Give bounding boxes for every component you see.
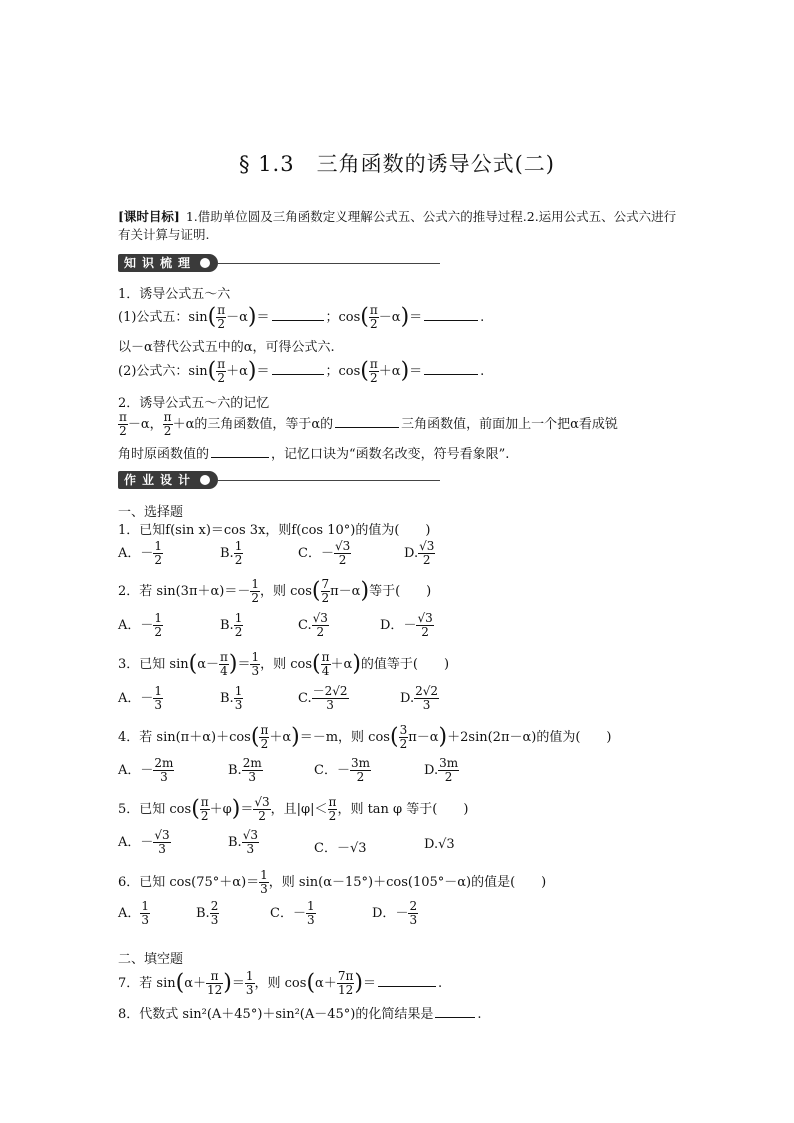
question-3: 3．已知 sin(α－ $\frac{\pi}{4}$ )＝ $\frac{1}{3}$ ，则 cos( $\frac{\pi}{4}$ ＋α)的值等于( ) xyxy=(118,650,450,678)
option-a[interactable]: A．－ $\frac{√3}{3}$ xyxy=(118,828,170,856)
option-a[interactable]: A．－ $\frac{1}{2}$ xyxy=(118,611,163,639)
option-c[interactable]: C. $\frac{-2√2}{3}$ xyxy=(298,684,348,712)
objective-label: [课时目标] xyxy=(118,209,180,224)
option-b[interactable]: B. $\frac{2m}{3}$ xyxy=(228,756,262,784)
option-b[interactable]: B. $\frac{1}{3}$ xyxy=(220,684,243,712)
objective-text: 1.借助单位圆及三角函数定义理解公式五、公式六的推导过程.2.运用公式五、公式六进行有关计算与证明. xyxy=(118,209,677,242)
memo-line-1: $\frac{\pi}{2}$ －α， $\frac{\pi}{2}$ ＋α的三角函数值，等于α的 三角函数值，前面加上一个把α看成锐 xyxy=(119,410,618,438)
question-1: 1．已知f(sin x)＝cos 3x，则f(cos 10°)的值为( ) xyxy=(118,523,431,538)
section-header-homework xyxy=(118,471,440,489)
option-c[interactable]: C．－ $\frac{1}{3}$ xyxy=(270,899,315,927)
option-a[interactable]: A．－ $\frac{1}{2}$ xyxy=(118,539,163,567)
page-title: § 1.3 三角函数的诱导公式(二) xyxy=(239,152,555,176)
option-b[interactable]: B. $\frac{1}{2}$ xyxy=(220,539,243,567)
bullet-icon xyxy=(200,475,210,485)
question-1-options xyxy=(118,540,448,570)
question-2: 2．若 sin(3π＋α)＝－ $\frac{1}{2}$ ，则 cos( $\frac{7}{2}$ π－α)等于( ) xyxy=(118,577,432,605)
option-b[interactable]: B. $\frac{√3}{3}$ xyxy=(228,828,258,856)
option-b[interactable]: B. $\frac{1}{2}$ xyxy=(220,611,243,639)
option-c[interactable]: C．－ $\frac{3m}{2}$ xyxy=(314,756,370,784)
answer-blank[interactable] xyxy=(335,415,399,428)
option-d[interactable]: D.√3 xyxy=(424,837,455,852)
func-name: cos xyxy=(338,310,361,325)
kp-heading-1: 1．诱导公式五～六 xyxy=(118,287,231,302)
question-8: 8．代数式 sin²(A＋45°)＋sin²(A－45°)的化简结果是 . xyxy=(118,1007,482,1022)
question-5: 5．已知 cos( $\frac{\pi}{2}$ ＋φ)＝ $\frac{√3}{2}$ ，且|φ|＜ $\frac{\pi}{2}$ ，则 tan φ 等于( ) xyxy=(118,795,469,823)
question-7: 7．若 sin(α＋ $\frac{\pi}{12}$ )＝ $\frac{1}{3}$ ，则 cos(α＋ $\frac{7\pi}{12}$ )＝ . xyxy=(118,969,443,997)
part-fill: 二、填空题 xyxy=(118,952,184,967)
option-d[interactable]: D．－ $\frac{√3}{2}$ xyxy=(380,611,433,639)
formula-note: 以－α替代公式五中的α，可得公式六. xyxy=(118,340,335,355)
formula-five: (1)公式五：sin( $\frac{\pi}{2}$ －α)＝ ；cos( $\frac{\pi}{2}$ －α)＝ . xyxy=(118,303,485,331)
memo-line-2: 角时原函数值的 ，记忆口诀为“函数名改变，符号看象限”. xyxy=(118,447,510,462)
question-4: 4．若 sin(π＋α)＋cos( $\frac{\pi}{2}$ ＋α)＝－m，则 cos( $\frac{3}{2}$ π－α)＋2sin(2π－α)的值为( ) xyxy=(118,723,612,751)
question-4-options xyxy=(118,757,458,787)
formula-label: (1)公式五： xyxy=(118,310,189,325)
option-d[interactable]: D. $\frac{3m}{2}$ xyxy=(424,756,459,784)
option-a[interactable]: A． $\frac{1}{3}$ xyxy=(118,899,150,927)
section-header-knowledge xyxy=(118,254,440,272)
formula-six: (2)公式六：sin( $\frac{\pi}{2}$ ＋α)＝ ；cos( $\frac{\pi}{2}$ ＋α)＝ . xyxy=(118,357,485,385)
option-c[interactable]: C．－ $\frac{√3}{2}$ xyxy=(298,539,351,567)
section-label: 作业设计 xyxy=(118,471,218,489)
func-name: sin xyxy=(188,310,208,325)
option-c[interactable]: C. $\frac{√3}{2}$ xyxy=(298,611,328,639)
question-6: 6．已知 cos(75°＋α)＝ $\frac{1}{3}$ ，则 sin(α－15°)＋cos(105°－α)的值是( ) xyxy=(118,868,547,896)
lesson-objective xyxy=(118,208,678,244)
option-d[interactable]: D．－ $\frac{2}{3}$ xyxy=(372,899,418,927)
bullet-icon xyxy=(200,258,210,268)
kp-heading-2: 2．诱导公式五～六的记忆 xyxy=(118,396,270,411)
option-a[interactable]: A．－ $\frac{2m}{3}$ xyxy=(118,756,174,784)
option-c[interactable]: C．－√3 xyxy=(314,841,367,856)
question-3-options xyxy=(118,685,448,715)
option-a[interactable]: A．－ $\frac{1}{3}$ xyxy=(118,684,163,712)
question-6-options xyxy=(118,900,438,930)
section-label: 知识梳理 xyxy=(118,254,218,272)
answer-blank[interactable] xyxy=(424,362,478,375)
answer-blank[interactable] xyxy=(424,308,478,321)
answer-blank[interactable] xyxy=(435,1005,475,1018)
part-choice: 一、选择题 xyxy=(118,505,184,520)
option-d[interactable]: D. $\frac{2√2}{3}$ xyxy=(400,684,439,712)
divider xyxy=(218,263,440,264)
question-2-options xyxy=(118,612,448,642)
answer-blank[interactable] xyxy=(272,308,324,321)
option-d[interactable]: D. $\frac{√3}{2}$ xyxy=(404,539,435,567)
fraction: $\frac{\pi}{2}$ xyxy=(217,303,226,331)
answer-blank[interactable] xyxy=(272,362,324,375)
question-5-options xyxy=(118,829,458,859)
option-b[interactable]: B. $\frac{2}{3}$ xyxy=(196,899,219,927)
answer-blank[interactable] xyxy=(378,974,436,987)
divider xyxy=(218,480,440,481)
answer-blank[interactable] xyxy=(211,445,269,458)
